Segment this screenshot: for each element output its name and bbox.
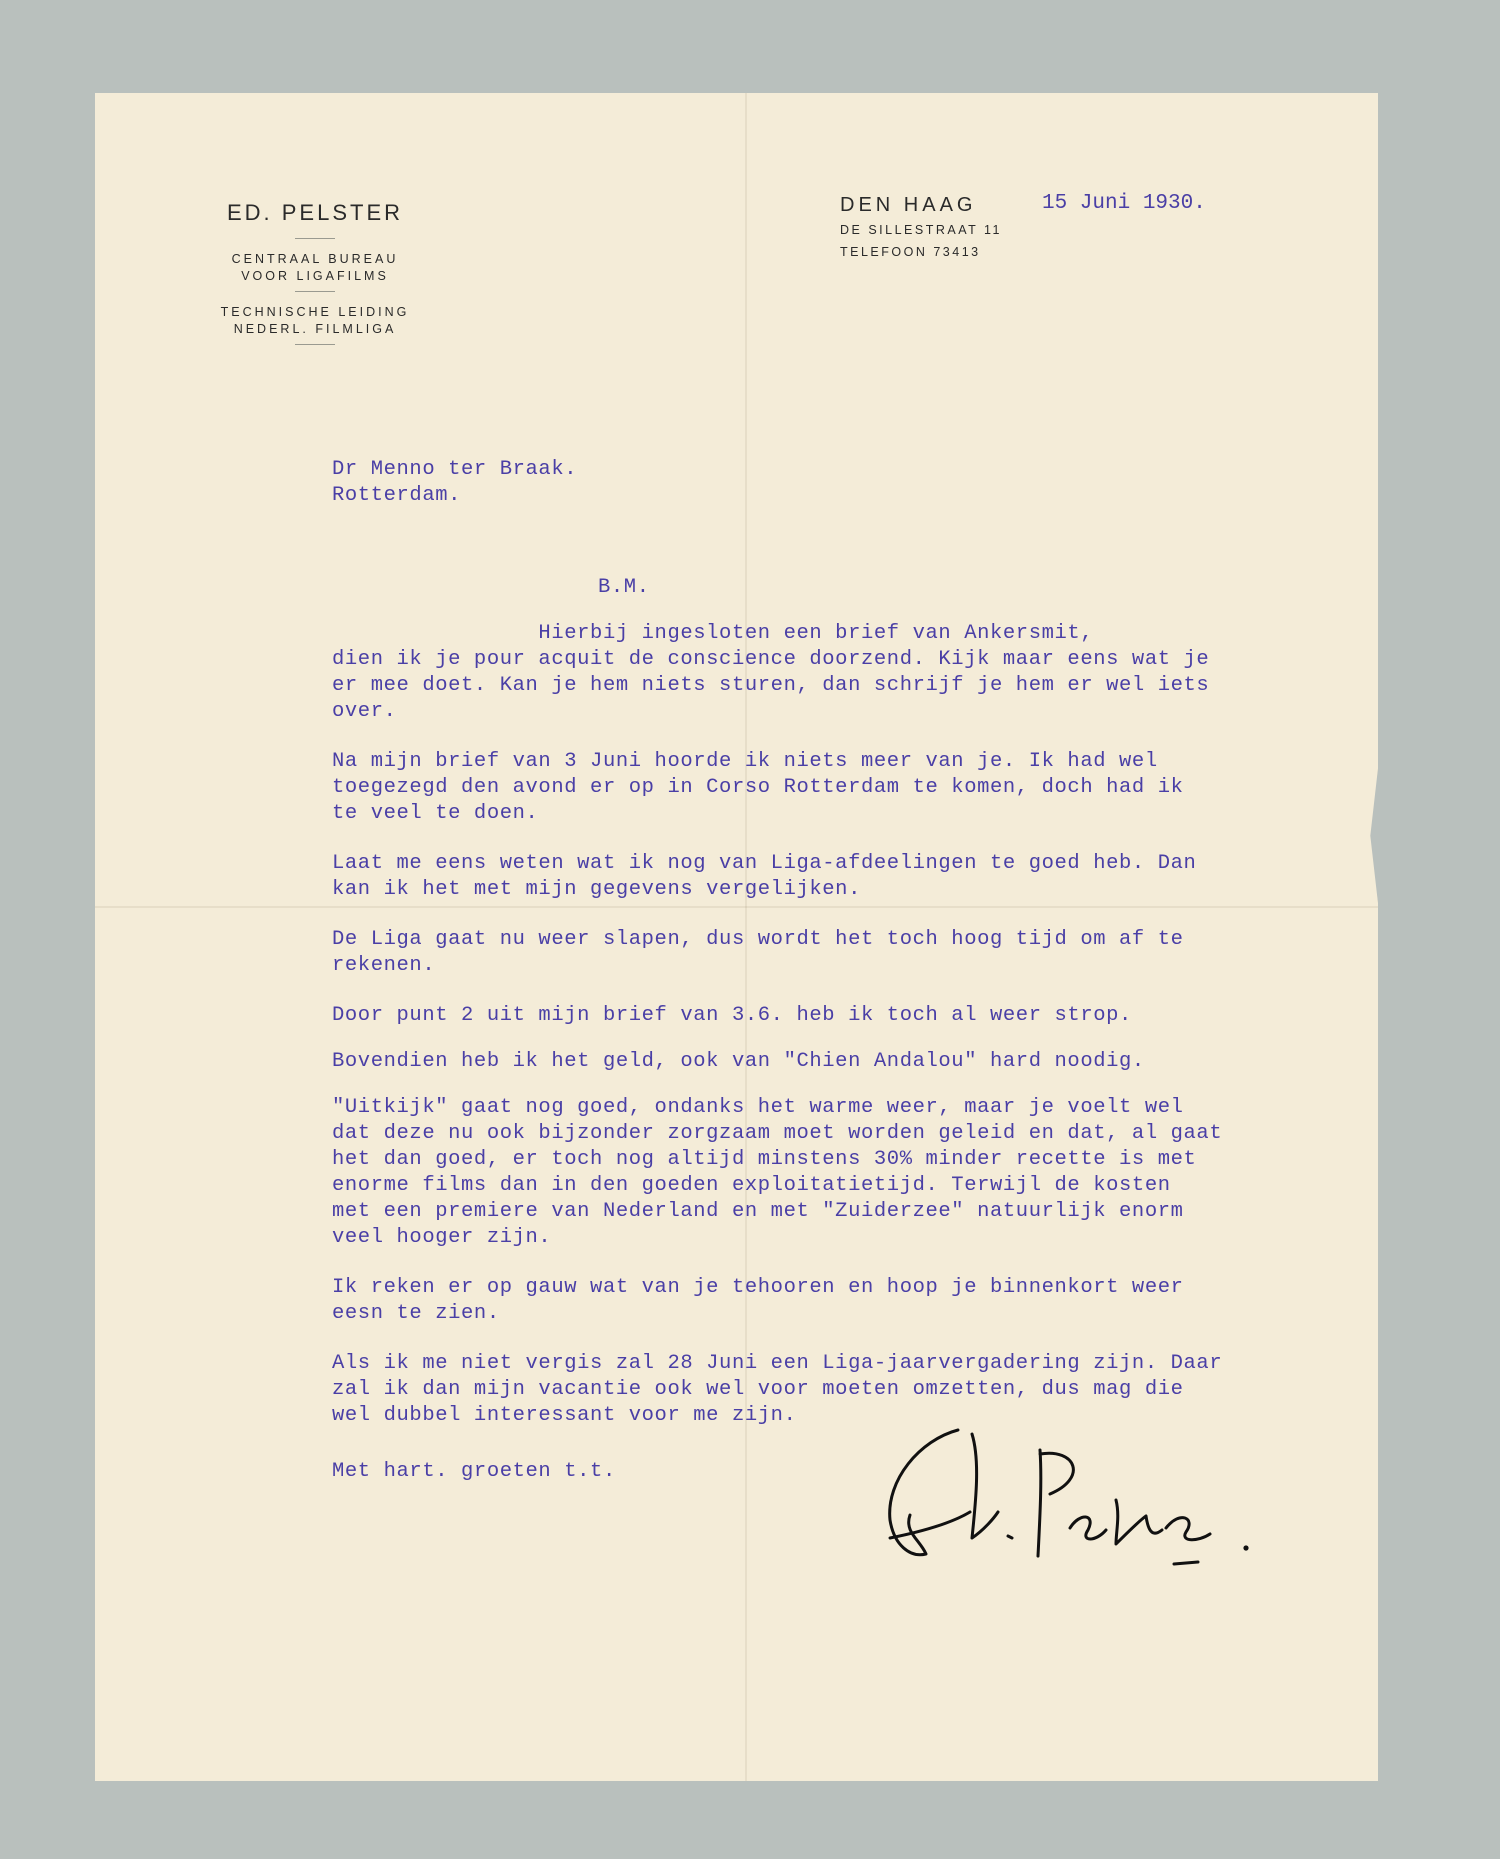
body-line: met een premiere van Nederland en met "Zuiderzee" natuurlijk enorm (332, 1200, 1184, 1223)
body-line: dat deze nu ook bijzonder zorgzaam moet worden geleid en dat, al gaat (332, 1122, 1223, 1145)
body-paragraph (332, 1049, 1222, 1075)
letterhead-phone: TELEFOON 73413 (840, 245, 981, 259)
letterhead-name: ED. PELSTER (226, 200, 404, 225)
signature-icon (880, 1420, 1260, 1580)
letterhead-left (200, 200, 430, 357)
body-line: te veel te doen. (332, 802, 539, 825)
body-line: wel dubbel interessant voor me zijn. (332, 1404, 797, 1427)
body-paragraph (332, 1003, 1222, 1029)
body-line: enorme films dan in den goeden exploitatietijd. Terwijl de kosten (332, 1174, 1171, 1197)
letterhead-street: DE SILLESTRAAT 11 (840, 223, 1002, 237)
body-line: dien ik je pour acquit de conscience doorzend. Kijk maar eens wat je (332, 648, 1210, 671)
letterhead-divider (295, 344, 335, 345)
letterhead-org-line1: CENTRAAL BUREAU (231, 252, 399, 266)
body-line: Als ik me niet vergis zal 28 Juni een Liga-jaarvergadering zijn. Daar (332, 1352, 1223, 1375)
letterhead-right (840, 194, 1002, 261)
body-line: er mee doet. Kan je hem niets sturen, dan schrijf je hem er wel iets (332, 674, 1210, 697)
letterhead-divider (295, 238, 335, 239)
letterhead-org-line2: VOOR LIGAFILMS (241, 269, 389, 283)
body-line: Bovendien heb ik het geld, ook van "Chien Andalou" hard noodig. (332, 1050, 1145, 1073)
body-line: veel hooger zijn. (332, 1226, 552, 1249)
body-line: Laat me eens weten wat ik nog van Liga-afdeelingen te goed heb. Dan (332, 852, 1197, 875)
letterhead-role-line2: NEDERL. FILMLIGA (233, 322, 397, 336)
salutation: B.M. (598, 576, 650, 599)
body-paragraph (332, 621, 1222, 725)
body-line: eesn te zien. (332, 1302, 500, 1325)
body-line: kan ik het met mijn gegevens vergelijken. (332, 878, 861, 901)
body-paragraph (332, 749, 1222, 827)
body-line: Na mijn brief van 3 Juni hoorde ik niets meer van je. Ik had wel (332, 750, 1158, 773)
body-line: "Uitkijk" gaat nog goed, ondanks het warme weer, maar je voelt wel (332, 1096, 1184, 1119)
letterhead-city: DEN HAAG (840, 194, 977, 216)
body-line: De Liga gaat nu weer slapen, dus wordt het toch hoog tijd om af te (332, 928, 1184, 951)
body-paragraph (332, 927, 1222, 979)
body-line: rekenen. (332, 954, 436, 977)
body-line: Door punt 2 uit mijn brief van 3.6. heb ik toch al weer strop. (332, 1004, 1132, 1027)
recipient-line2: Rotterdam. (332, 484, 462, 507)
recipient-line1: Dr Menno ter Braak. (332, 458, 578, 481)
closing-line: Met hart. groeten t.t. (332, 1460, 616, 1483)
letter-body (332, 621, 1222, 1429)
letterhead-role-line1: TECHNISCHE LEIDING (220, 305, 410, 319)
body-line: toegezegd den avond er op in Corso Rotterdam te komen, doch had ik (332, 776, 1184, 799)
recipient-block (332, 457, 577, 509)
letterhead-divider (295, 291, 335, 292)
letter-date: 15 Juni 1930. (1042, 192, 1206, 215)
body-line: Hierbij ingesloten een brief van Ankersmit, (332, 622, 1094, 645)
body-line: het dan goed, er toch nog altijd minstens 30% minder recette is met (332, 1148, 1197, 1171)
body-paragraph (332, 851, 1222, 903)
body-line: Ik reken er op gauw wat van je tehooren en hoop je binnenkort weer (332, 1276, 1184, 1299)
body-line: over. (332, 700, 397, 723)
body-line: zal ik dan mijn vacantie ook wel voor moeten omzetten, dus mag die (332, 1378, 1184, 1401)
body-paragraph (332, 1351, 1222, 1429)
body-paragraph (332, 1275, 1222, 1327)
body-paragraph (332, 1095, 1222, 1251)
